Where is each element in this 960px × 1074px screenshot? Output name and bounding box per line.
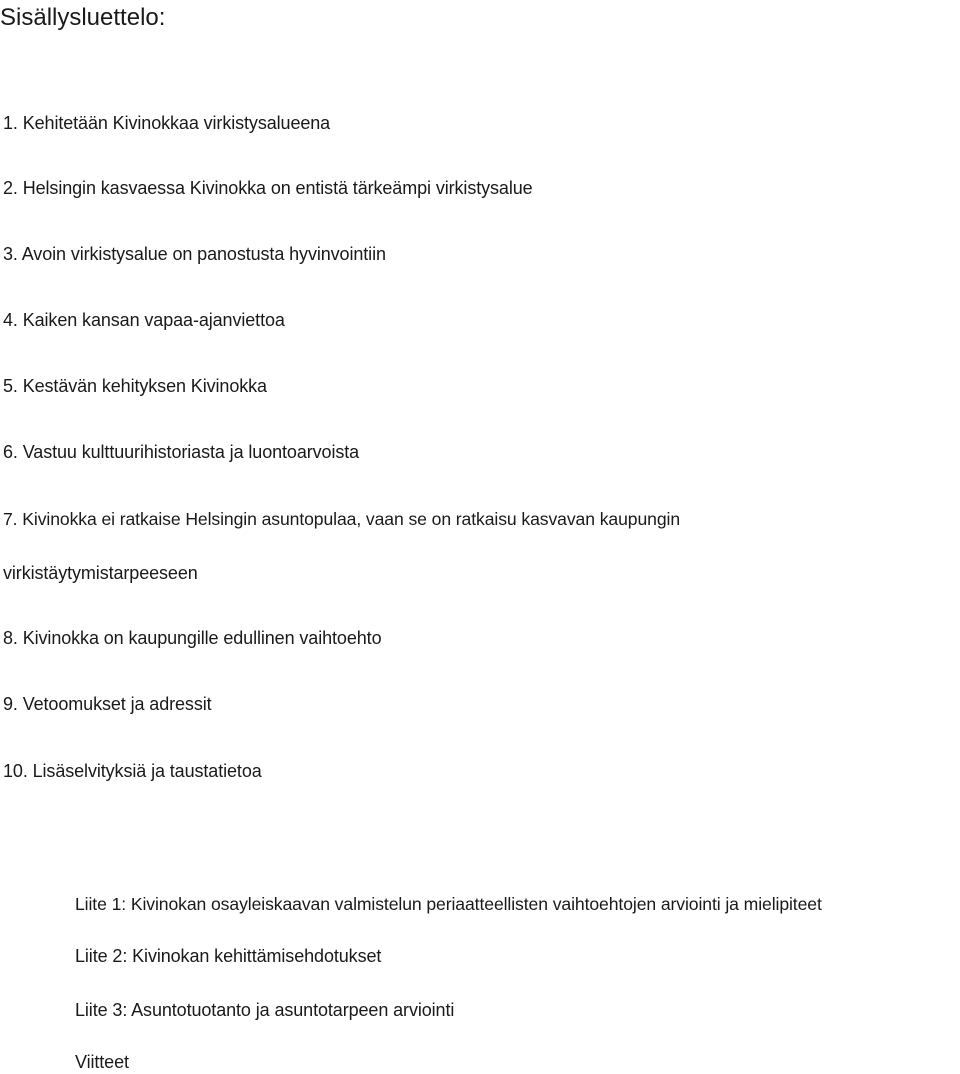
toc-item: 9. Vetoomukset ja adressit bbox=[3, 694, 212, 714]
appendix-item: Liite 1: Kivinokan osayleiskaavan valmistelun periaatteellisten vaihtoehtojen arviointi ja mielipiteet bbox=[75, 894, 822, 914]
toc-item: 1. Kehitetään Kivinokkaa virkistysalueena bbox=[3, 113, 331, 133]
toc-item: 4. Kaiken kansan vapaa-ajanviettoa bbox=[3, 310, 285, 330]
toc-item: 10. Lisäselvityksiä ja taustatietoa bbox=[3, 761, 262, 781]
toc-item: 2. Helsingin kasvaessa Kivinokka on entistä tärkeämpi virkistysalue bbox=[3, 178, 533, 198]
toc-item: 8. Kivinokka on kaupungille edullinen vaihtoehto bbox=[3, 628, 382, 648]
toc-item: 6. Vastuu kulttuurihistoriasta ja luontoarvoista bbox=[3, 442, 360, 462]
references-heading: Viitteet bbox=[75, 1052, 129, 1072]
toc-item-continuation: virkistäytymistarpeeseen bbox=[3, 563, 198, 583]
toc-item: 3. Avoin virkistysalue on panostusta hyvinvointiin bbox=[3, 244, 386, 264]
toc-item: 5. Kestävän kehityksen Kivinokka bbox=[3, 376, 267, 396]
toc-item: 7. Kivinokka ei ratkaise Helsingin asuntopulaa, vaan se on ratkaisu kasvavan kaupungin bbox=[3, 509, 680, 529]
appendix-item: Liite 2: Kivinokan kehittämisehdotukset bbox=[75, 946, 382, 966]
appendix-item: Liite 3: Asuntotuotanto ja asuntotarpeen arviointi bbox=[75, 1000, 455, 1020]
page-title: Sisällysluettelo: bbox=[0, 4, 166, 31]
